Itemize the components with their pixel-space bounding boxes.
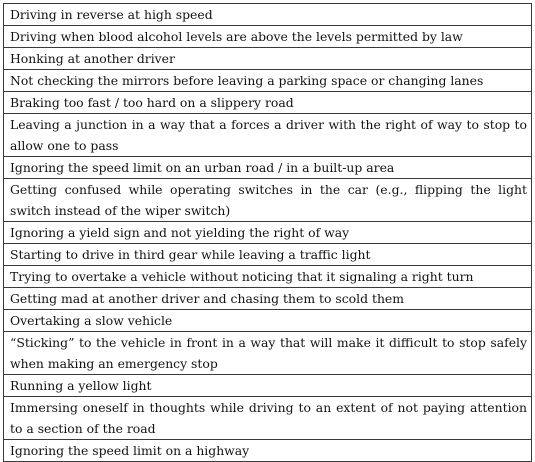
table-row (4, 179, 532, 222)
table-cell: Ignoring the speed limit on an urban road / in a built-up area (4, 157, 532, 179)
table-row (4, 222, 532, 244)
table-cell: Leaving a junction in a way that a forces a driver with the right of way to stop to allow one to pass (4, 114, 532, 157)
table-cell: Trying to overtake a vehicle without noticing that it signaling a right turn (4, 266, 532, 288)
table-row (4, 288, 532, 310)
table-row (4, 332, 532, 375)
table-row (4, 375, 532, 397)
driving-behaviors-table (3, 3, 532, 462)
table-row (4, 244, 532, 266)
table-cell: Ignoring the speed limit on a highway (4, 440, 532, 462)
table-cell: Getting mad at another driver and chasing them to scold them (4, 288, 532, 310)
table-row (4, 70, 532, 92)
table-cell: Honking at another driver (4, 48, 532, 70)
table-row (4, 266, 532, 288)
table-cell: Driving in reverse at high speed (4, 4, 532, 26)
table-row (4, 397, 532, 440)
table-cell: Braking too fast / too hard on a slippery road (4, 92, 532, 114)
table-row (4, 48, 532, 70)
table-cell: Immersing oneself in thoughts while driving to an extent of not paying attention to a section of the road (4, 397, 532, 440)
table-cell: Starting to drive in third gear while leaving a traffic light (4, 244, 532, 266)
table-cell: Not checking the mirrors before leaving a parking space or changing lanes (4, 70, 532, 92)
table-row (4, 440, 532, 462)
table-row (4, 92, 532, 114)
table-cell: Overtaking a slow vehicle (4, 310, 532, 332)
table-cell: Driving when blood alcohol levels are above the levels permitted by law (4, 26, 532, 48)
table-cell: “Sticking” to the vehicle in front in a way that will make it difficult to stop safely when making an emergency stop (4, 332, 532, 375)
table-cell: Getting confused while operating switches in the car (e.g., flipping the light switch instead of the wiper switch) (4, 179, 532, 222)
table-row (4, 4, 532, 26)
table-cell: Running a yellow light (4, 375, 532, 397)
table-row (4, 26, 532, 48)
table-row (4, 114, 532, 157)
table-row (4, 157, 532, 179)
table-row (4, 310, 532, 332)
table-cell: Ignoring a yield sign and not yielding the right of way (4, 222, 532, 244)
